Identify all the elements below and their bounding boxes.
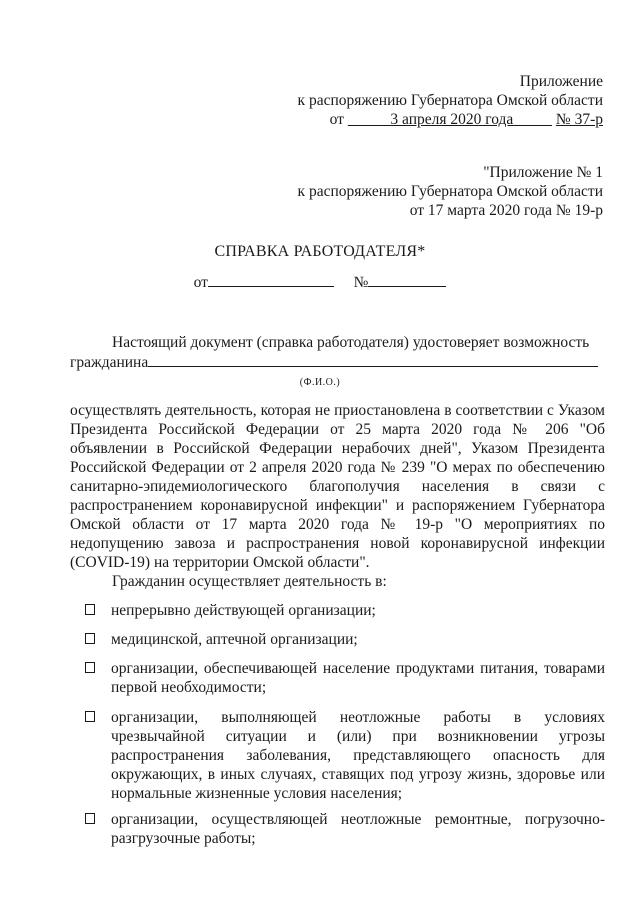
appendix-1-header xyxy=(298,163,603,220)
appendix-date-line: от 3 апреля 2020 года № 37-р xyxy=(329,111,603,128)
appendix-1-title: "Приложение № 1 xyxy=(483,164,603,181)
checkbox[interactable] xyxy=(85,633,95,644)
appendix-date: 3 апреля 2020 года xyxy=(390,111,514,128)
date-blank[interactable] xyxy=(208,272,334,287)
checkbox[interactable] xyxy=(85,604,95,615)
option-medical-org: медицинской, аптечной организации; xyxy=(85,630,605,649)
appendix-title: Приложение xyxy=(519,73,603,90)
appendix-order: к распоряжению Губернатора Омской области xyxy=(297,92,603,109)
option-repair-works-org: организации, осуществляющей неотложные ремонтные, погрузочно-разгрузочные работы; xyxy=(85,810,605,848)
intro-line: Настоящий документ (справка работодателя) удостоверяет возможность xyxy=(112,334,590,351)
date-number-line: от № xyxy=(0,272,640,292)
fio-blank[interactable] xyxy=(148,352,598,367)
citizen-line: гражданина xyxy=(70,352,605,372)
option-emergency-works-org: организации, выполняющей неотложные работы в условиях чрезвычайной ситуации и (или) при возникновении угрозы распространения заболевания, представляющего опасность для окружающих, в иных случаях, ставящих под угрозу жизнь, здоровье или нормальные жизненные условия населения; xyxy=(85,708,605,803)
checkbox[interactable] xyxy=(85,662,95,673)
checkbox[interactable] xyxy=(85,813,95,824)
fio-caption: (Ф.И.О.) xyxy=(299,377,341,388)
appendix-1-order: к распоряжению Губернатора Омской области xyxy=(297,183,603,200)
appendix-header xyxy=(298,72,603,129)
number-blank[interactable] xyxy=(368,272,446,287)
activity-intro: Гражданин осуществляет деятельность в: xyxy=(112,573,387,590)
intro-paragraph: осуществлять деятельность, которая не приостановлена в соответствии с Указом Президента Российской Федерации от 25 марта 2020 года № 206 "Об объявлении в Российской Федерации нерабочих дней", Указом Президента Российской Федерации от 2 апреля 2020 года № 239 "О мерах по обеспечению санитарно-эпидемиологического благополучия населения в связи с распространением коронавирусной инфекции" и распоряжением Губернатора Омской области от 17 марта 2020 года № 19-р "О мероприятиях по недопущению завоза и распространения новой коронавирусной инфекции (COVID-19) на территории Омской области". xyxy=(70,402,605,571)
document-title: СПРАВКА РАБОТОДАТЕЛЯ* xyxy=(214,243,426,260)
option-food-supply-org: организации, обеспечивающей население продуктами питания, товарами первой необходимости; xyxy=(85,659,605,697)
appendix-1-date: от 17 марта 2020 года № 19-р xyxy=(409,202,603,219)
option-continuous-org: непрерывно действующей организации; xyxy=(85,601,605,620)
checkbox[interactable] xyxy=(85,711,95,722)
appendix-number: № 37-р xyxy=(555,111,603,128)
